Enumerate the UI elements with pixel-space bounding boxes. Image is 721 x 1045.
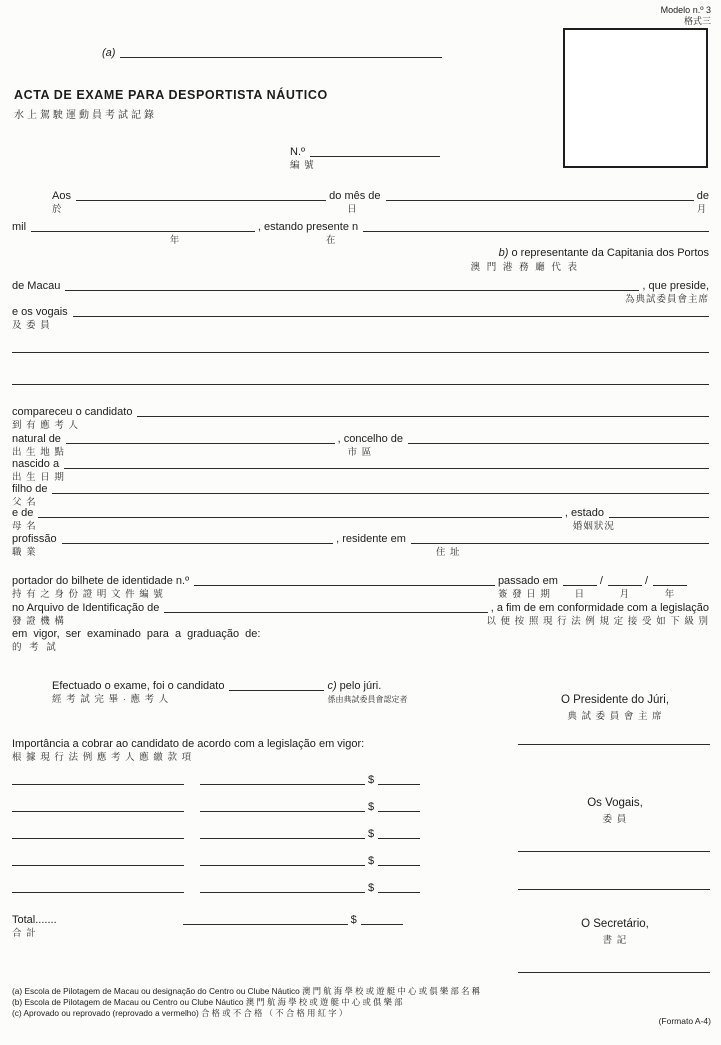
total-label-wrap (12, 913, 57, 939)
efectuado-label: Efectuado o exame, foi o candidato (52, 680, 225, 692)
de-macau-label-wrap (12, 279, 60, 293)
aos-label: Aos (52, 190, 71, 202)
total-description-line (183, 924, 348, 925)
fee-row-1 (12, 773, 442, 787)
month-zh: 月 (696, 204, 708, 215)
estado-line (609, 517, 709, 518)
fee-description-line-2 (200, 784, 365, 785)
fee-row-2 (12, 800, 442, 814)
compareceu-label: compareceu o candidato (12, 406, 133, 418)
nascido-a-zh: 出 生 日 期 (12, 472, 65, 483)
pelo-juri-label-wrap (327, 679, 408, 704)
vogais-signature-block (520, 797, 710, 826)
portador-zh: 持 有 之 身 份 證 明 文 件 編 號 (12, 589, 164, 600)
pelo-juri-label: pelo júri. (336, 680, 382, 692)
president-title: O Presidente do Júri, (560, 694, 670, 706)
form-title-zh: 水上駕駛運動員考試記錄 (14, 110, 157, 121)
birthdate-line (64, 468, 709, 469)
do-mes-de-label: do mês de (329, 190, 381, 202)
number-label-wrap (290, 145, 315, 171)
aos-label-wrap (52, 189, 71, 215)
em-vigor-label-wrap (12, 627, 261, 653)
filho-de-label: filho de (12, 483, 48, 495)
concelho-zh: 市 區 (347, 447, 373, 458)
year-line (31, 231, 255, 246)
de-macau-row (12, 279, 709, 305)
year-zh: 年 (169, 235, 181, 246)
issue-month-line (608, 585, 642, 600)
exam-result-row (52, 679, 472, 705)
total-label: Total....... (12, 914, 57, 926)
vogais-title-zh: 委 員 (602, 814, 628, 825)
a-fim-de-label: , a fim de em conformidade com a legislação (490, 602, 709, 614)
secretary-title-zh: 書 記 (602, 935, 628, 946)
natural-de-label: natural de (12, 433, 61, 445)
issue-year-line (653, 585, 687, 600)
importancia-label: Importância a cobrar ao candidato de acordo com a legislação em vigor: (12, 738, 365, 750)
secretary-title: O Secretário, (581, 918, 649, 930)
vogal-signature-line-2 (518, 889, 710, 890)
representative-label: o representante da Capitania dos Portos (508, 247, 709, 259)
ref-a-row (102, 46, 442, 60)
vogal-signature-line-1 (518, 851, 710, 852)
total-zh: 合 計 (12, 928, 37, 939)
president-title-zh: 典 試 委 員 會 主 席 (567, 711, 663, 722)
candidate-row (12, 405, 709, 431)
natural-de-zh: 出 生 地 點 (12, 447, 65, 458)
footnote-c: (c) Aprovado ou reprovado (reprovado a vermelho) 合 格 或 不 合 格 （ 不 合 格 用 紅 字 ） (12, 1008, 348, 1018)
de-label: de (696, 190, 709, 202)
record-number-row (290, 145, 440, 171)
fee-amount-line (378, 865, 420, 866)
residente-em-label: , residente em (336, 533, 406, 545)
fee-amount-line (378, 892, 420, 893)
form-title: ACTA DE EXAME PARA DESPORTISTA NÁUTICO (14, 88, 328, 102)
vogais-names-line (73, 316, 709, 317)
issue-day-line (563, 585, 597, 600)
efectuado-zh: 經 考 試 完 畢 · 應 考 人 (52, 694, 170, 705)
e-os-vogais-label-wrap (12, 305, 68, 331)
continuation-line-2 (12, 384, 709, 385)
footnote-a: (a) Escola de Pilotagem de Macau ou designação do Centro ou Clube Náutico 澳 門 航 海 學 校 或 遊 艇 中 心 或 俱 樂 部 名 稱 (12, 986, 481, 996)
passado-em-zh: 簽 發 日 期 (497, 589, 551, 600)
arquivo-label-wrap (12, 601, 160, 627)
profession-row (12, 532, 709, 558)
president-signature-block (520, 694, 710, 723)
profissao-label: profissão (12, 533, 57, 545)
number-label: N.º (290, 146, 306, 158)
mil-label-wrap (12, 220, 26, 234)
date-row (52, 189, 709, 215)
nascido-a-label: nascido a (12, 458, 60, 470)
place-line (363, 231, 709, 232)
month-line (386, 200, 694, 201)
mother-row (12, 506, 709, 532)
total-amount-line (361, 924, 403, 925)
birthplace-line (66, 443, 335, 444)
year-row (12, 220, 709, 246)
secretary-signature-line (518, 972, 710, 973)
total-row (12, 913, 442, 939)
aos-label-zh: 於 (52, 204, 63, 215)
pelo-juri-zh: 係由典試委員會認定者 (327, 695, 408, 704)
efectuado-label-wrap (52, 679, 225, 705)
fee-description-line-2 (200, 811, 365, 812)
que-preside-zh: 為典試委員會主席 (624, 294, 709, 305)
fee-description-line (12, 865, 184, 866)
nascido-label-wrap (12, 457, 65, 483)
concelho-label: , concelho de (337, 433, 404, 445)
president-signature-line (518, 744, 710, 745)
representative-zh: 澳 門 港 務 廳 代 表 (470, 262, 579, 273)
archive-name-line (164, 612, 487, 613)
id-number-line (194, 585, 495, 586)
father-name-line (52, 493, 709, 494)
a-fim-de-zh: 以 便 按 照 現 行 法 例 規 定 接 受 如 下 級 別 (486, 616, 709, 627)
em-vigor-label: em vigor, ser examinado para a graduação de: (12, 628, 261, 640)
model-number: Modelo n.º 3 (660, 5, 711, 15)
fee-description-line (12, 892, 184, 893)
currency-label: $ (368, 774, 375, 786)
estado-label: , estado (564, 507, 604, 519)
continuation-line-1 (12, 352, 709, 353)
fee-description-line-2 (200, 892, 365, 893)
filho-de-label-wrap (12, 482, 48, 508)
currency-label: $ (350, 914, 357, 926)
number-label-zh: 編 號 (290, 160, 315, 171)
vogais-title: Os Vogais, (587, 797, 643, 809)
profession-line (62, 543, 334, 544)
president-name-line (65, 290, 639, 291)
profissao-label-wrap (12, 532, 57, 558)
issue-month-zh: 月 (619, 589, 631, 600)
currency-label: $ (368, 801, 375, 813)
issue-year-zh: 年 (664, 589, 676, 600)
concelho-label-wrap (337, 432, 404, 458)
day-line (76, 200, 326, 201)
fee-row-3 (12, 827, 442, 841)
que-preside-label: , que preside, (642, 280, 709, 292)
month-label-wrap (329, 189, 381, 215)
footnotes-block (12, 986, 480, 1019)
arquivo-label: no Arquivo de Identificação de (12, 602, 160, 614)
ref-b-label: b) (498, 247, 509, 259)
residente-em-zh: 住 址 (435, 547, 461, 558)
paper-format-label: (Formato A-4) (658, 1016, 711, 1026)
residence-line (411, 543, 709, 558)
id-archive-row (12, 601, 709, 627)
portador-label: portador do bilhete de identidade n.º (12, 575, 190, 587)
fee-row-5 (12, 881, 442, 895)
arquivo-zh: 發 證 機 構 (12, 616, 65, 627)
importancia-label-wrap (12, 737, 365, 763)
ref-a-line (120, 57, 442, 58)
portador-label-wrap (12, 574, 190, 600)
passado-em-label: passado em (497, 575, 558, 587)
a-fim-de-label-wrap (486, 601, 709, 627)
ref-a-label-wrap (102, 46, 115, 60)
e-os-vogais-zh: 及 委 員 (12, 320, 51, 331)
fee-amount-line (378, 838, 420, 839)
candidate-name-line (137, 416, 709, 417)
residente-label-wrap (336, 532, 406, 546)
vogais-row (12, 305, 709, 331)
em-vigor-zh: 的 考 試 (12, 642, 57, 653)
currency-label: $ (368, 828, 375, 840)
footnote-b: (b) Escola de Pilotagem de Macau ou Centro ou Clube Náutico 澳 門 航 海 學 校 或 遊 艇 中 心 或 俱 樂 部 (12, 997, 403, 1007)
que-preside-label-wrap (624, 279, 709, 305)
filho-de-zh: 父 名 (12, 497, 37, 508)
e-de-label: e de (12, 507, 34, 519)
model-number-zh: 格式三 (683, 16, 711, 26)
mil-label: mil (12, 221, 27, 233)
date-slash-2: / (644, 575, 648, 587)
model-number-block (661, 5, 711, 27)
id-card-row (12, 574, 709, 600)
currency-label: $ (368, 855, 375, 867)
estando-presente-label: , estando presente n (257, 221, 359, 233)
date-slash-1: / (599, 575, 603, 587)
fee-amount-line (378, 811, 420, 812)
photo-box (563, 28, 708, 168)
estando-label-wrap (257, 220, 359, 246)
natural-de-label-wrap (12, 432, 65, 458)
ref-a-label: (a) (102, 47, 116, 59)
representative-block (12, 247, 709, 274)
representative-line (12, 247, 709, 260)
day-zh: 日 (347, 204, 358, 215)
currency-label: $ (368, 882, 375, 894)
e-de-label-wrap (12, 506, 37, 532)
fee-description-line-2 (200, 838, 365, 839)
father-row (12, 482, 709, 508)
fee-description-line (12, 811, 184, 812)
record-number-line (310, 156, 440, 157)
em-zh: 在 (325, 235, 337, 246)
passado-em-label-wrap (497, 574, 558, 600)
fee-row-4 (12, 854, 442, 868)
mother-name-line (38, 517, 561, 518)
fee-description-line-2 (200, 865, 365, 866)
de-label-wrap (696, 189, 709, 215)
result-line (229, 690, 324, 691)
e-de-zh: 母 名 (12, 521, 37, 532)
birthplace-row (12, 432, 709, 458)
fee-description-line (12, 784, 184, 785)
secretary-signature-block (520, 918, 710, 947)
graduation-row (12, 627, 709, 653)
estado-label-wrap (564, 506, 615, 532)
profissao-zh: 職 業 (12, 547, 37, 558)
compareceu-label-wrap (12, 405, 133, 431)
ref-c-label: c) (327, 680, 337, 692)
continuation-row-2 (12, 377, 709, 387)
continuation-row-1 (12, 345, 709, 355)
concelho-line (408, 443, 709, 444)
birthdate-row (12, 457, 709, 483)
issue-day-zh: 日 (574, 589, 586, 600)
estado-zh: 婚姻狀況 (572, 521, 615, 532)
de-macau-label: de Macau (12, 280, 61, 292)
fee-description-line (12, 838, 184, 839)
e-os-vogais-label: e os vogais (12, 306, 68, 318)
compareceu-zh: 到 有 應 考 人 (12, 420, 80, 431)
fee-amount-line (378, 784, 420, 785)
importancia-zh: 根 據 現 行 法 例 應 考 人 應 繳 款 項 (12, 752, 193, 763)
